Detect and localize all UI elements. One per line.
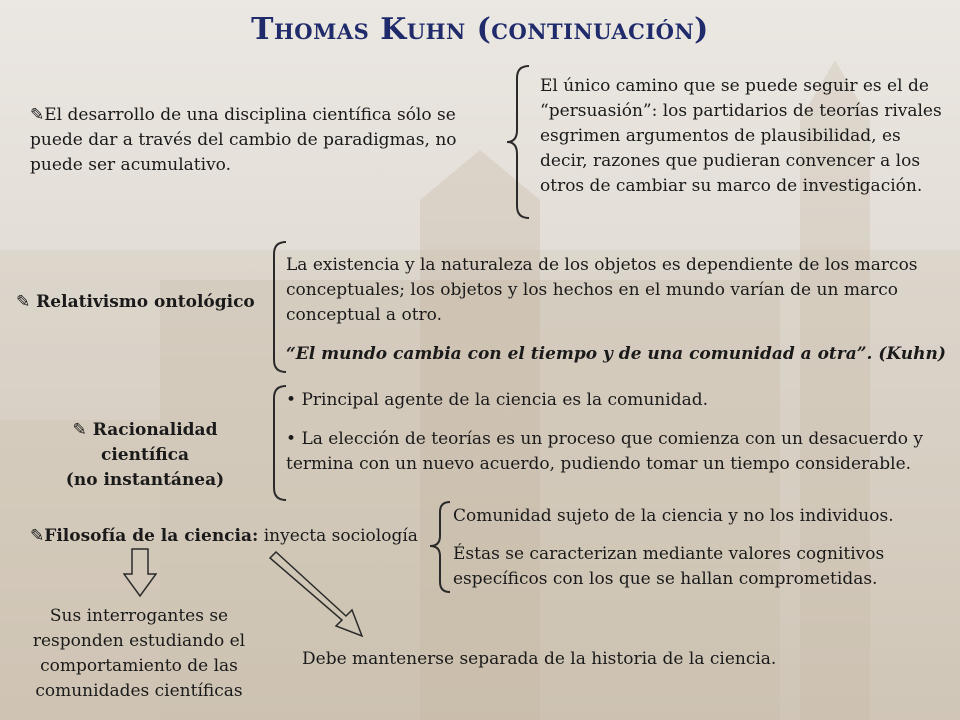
racionalidad-label-line1: Racionalidad científica [92,420,218,465]
page-title: Thomas Kuhn (continuación) [251,12,709,47]
pencil-icon: ✎ [72,420,87,440]
racionalidad-label-line2: (no instantánea) [65,470,225,490]
section1-brace [505,64,535,220]
filosofia-label-bold: Filosofía de la ciencia: [44,526,259,546]
section2-text: La existencia y la naturaleza de los objetos es dependiente de los marcos conceptuales; los objetos y los hechos en el mundo varían de un marco conceptual a otro. [286,255,918,325]
racionalidad-label [30,418,260,493]
section2-quote: “El mundo cambia con el tiempo y de una comunidad a otra”. (Kuhn) [286,344,946,364]
section4-bottom-left: Sus interrogantes se responden estudiando el comportamiento de las comunidades científicas [32,606,246,701]
pencil-icon: ✎ [30,105,45,125]
section3-bullet1 [286,388,946,413]
section1-right-text: El único camino que se puede seguir es el de “persuasión”: los partidarios de teorías rivales esgrimen argumentos de plausibilidad, es decir, razones que pudieran convencer a los otros de cambiar su marco de investigación. [540,76,942,196]
section3-bullet2 [286,427,946,477]
down-arrow-icon [123,548,157,598]
section4-right1: Comunidad sujeto de la ciencia y no los individuos. [453,506,894,526]
pencil-icon: ✎ [30,526,45,546]
diagonal-arrow-icon [268,550,368,640]
section3-bullet1-text: Principal agente de la ciencia es la comunidad. [301,390,708,410]
section1-left-text [30,103,500,178]
section4-right2: Éstas se caracterizan mediante valores cognitivos específicos con los que se hallan comprometidas. [453,544,885,589]
section4-bottom-right: Debe mantenerse separada de la historia de la ciencia. [302,649,777,669]
bullet-dot: • [286,390,297,410]
section2-brace [268,240,288,374]
filosofia-label-rest: inyecta sociología [258,526,418,546]
section4-brace [428,500,454,596]
relativismo-label [16,290,266,315]
filosofia-label [30,524,430,549]
relativismo-label-text: Relativismo ontológico [36,292,255,312]
section3-bullet2-text: La elección de teorías es un proceso que comienza con un desacuerdo y termina con un nuevo acuerdo, pudiendo tomar un tiempo considerable. [286,429,923,474]
section3-brace [268,384,288,502]
section1-left-content: El desarrollo de una disciplina científica sólo se puede dar a través del cambio de paradigmas, no puede ser acumulativo. [30,105,457,175]
pencil-icon: ✎ [16,292,31,312]
bullet-dot: • [286,429,297,449]
